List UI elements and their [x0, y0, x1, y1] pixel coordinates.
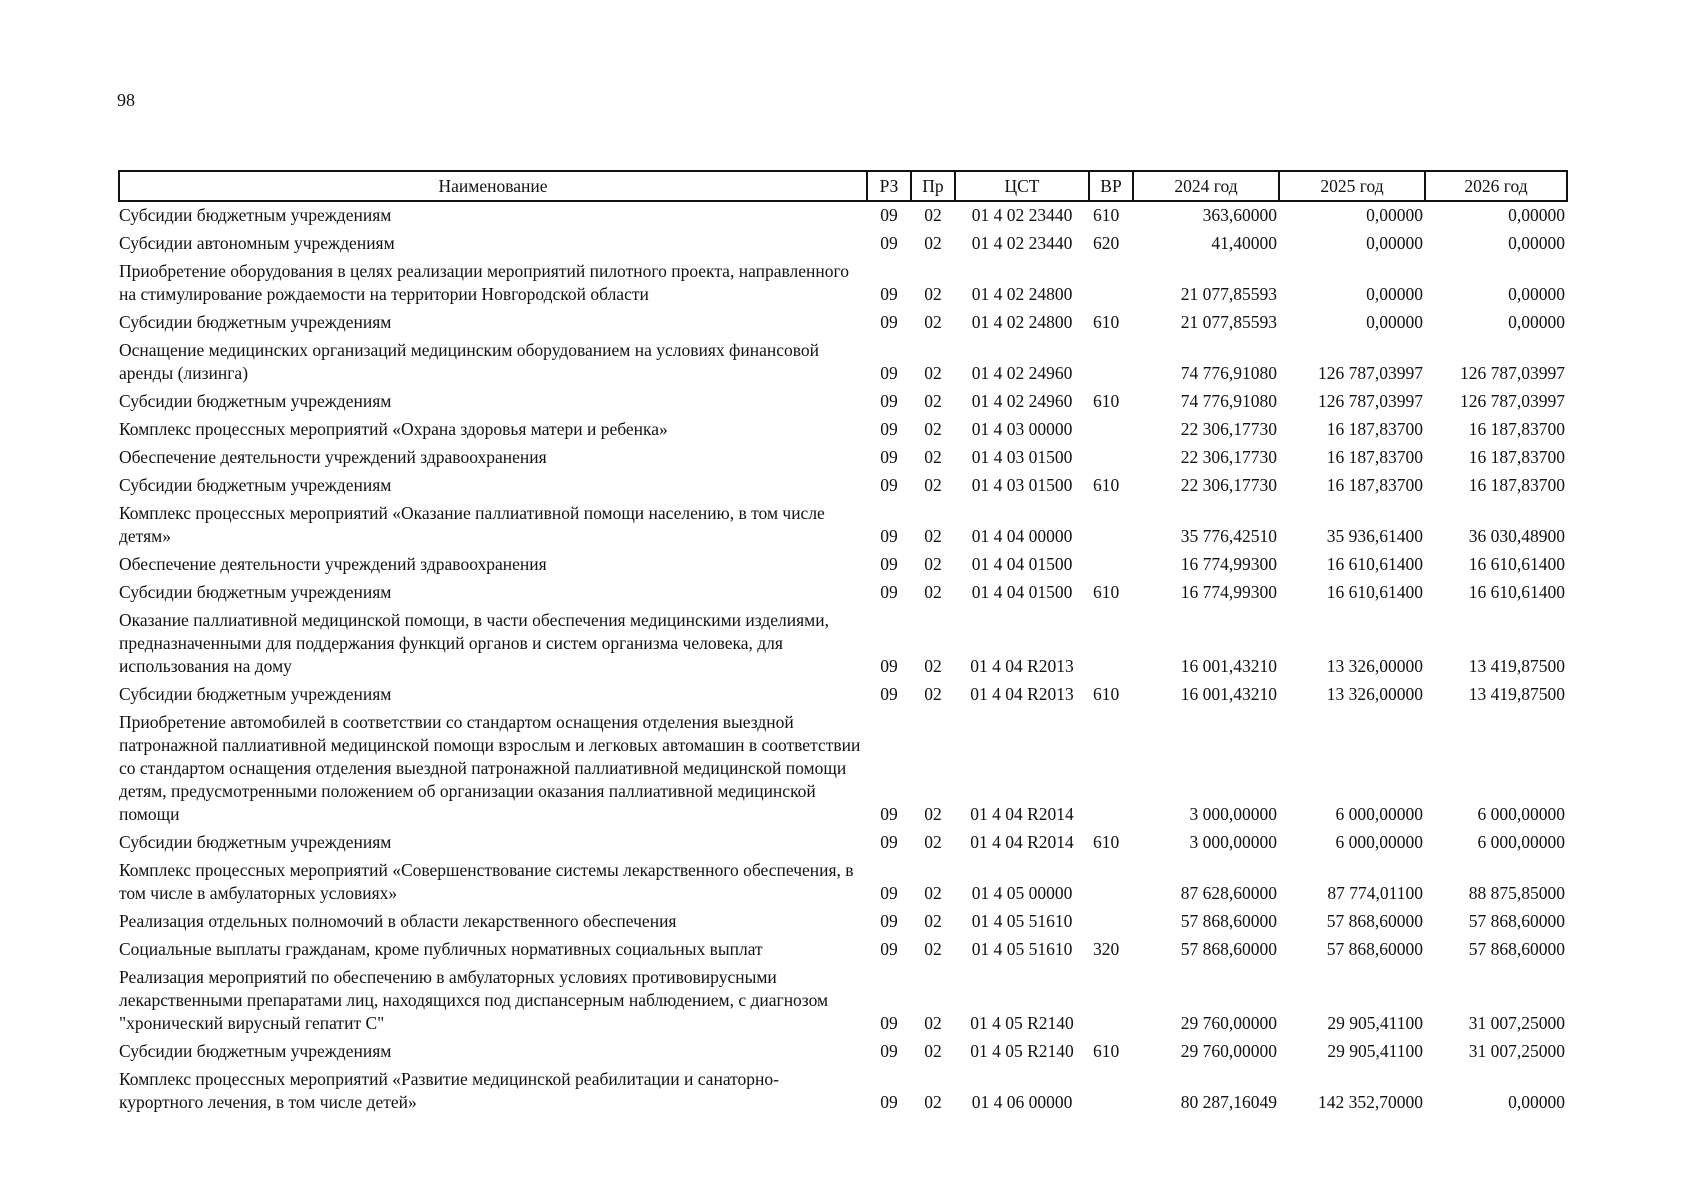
table-row [119, 472, 1567, 500]
row-cst: 01 4 05 R2140 [970, 1041, 1074, 1061]
row-name: Обеспечение деятельности учреждений здравоохранения [119, 447, 547, 467]
row-cst: 01 4 02 24960 [971, 363, 1073, 383]
row-rz: 09 [880, 284, 898, 304]
row-value-2024: 74 776,91080 [1180, 363, 1277, 383]
row-cst: 01 4 04 R2013 [970, 656, 1074, 676]
table-row [119, 500, 1567, 551]
row-pr: 02 [924, 205, 942, 225]
row-value-2024: 74 776,91080 [1180, 391, 1277, 411]
row-value-2025: 0,00000 [1366, 233, 1423, 253]
row-name: Субсидии бюджетным учреждениям [119, 832, 392, 852]
row-name: Реализация отдельных полномочий в области лекарственного обеспечения [119, 911, 677, 931]
row-rz: 09 [880, 684, 898, 704]
row-pr: 02 [924, 832, 942, 852]
row-cst: 01 4 04 R2013 [970, 684, 1074, 704]
row-pr: 02 [924, 284, 942, 304]
row-name: Субсидии бюджетным учреждениям [119, 475, 392, 495]
row-value-2026: 31 007,25000 [1468, 1013, 1565, 1033]
row-value-2026: 126 787,03997 [1460, 363, 1565, 383]
row-value-2024: 22 306,17730 [1180, 475, 1277, 495]
header-2025: 2025 год [1279, 171, 1425, 201]
row-rz: 09 [880, 656, 898, 676]
row-vr [1089, 857, 1133, 908]
table-row [119, 388, 1567, 416]
row-cst: 01 4 03 01500 [971, 475, 1073, 495]
row-pr: 02 [924, 475, 942, 495]
row-rz: 09 [880, 419, 898, 439]
row-rz: 09 [880, 911, 898, 931]
budget-table [118, 170, 1568, 1117]
row-rz: 09 [880, 233, 898, 253]
row-value-2026: 16 187,83700 [1468, 419, 1565, 439]
row-pr: 02 [924, 363, 942, 383]
row-vr: 610 [1093, 391, 1120, 411]
table-row [119, 681, 1567, 709]
row-cst: 01 4 05 R2140 [970, 1013, 1074, 1033]
row-vr [1089, 607, 1133, 681]
row-pr: 02 [924, 447, 942, 467]
row-name: Субсидии бюджетным учреждениям [119, 582, 392, 602]
table-row [119, 201, 1567, 230]
row-rz: 09 [880, 526, 898, 546]
row-value-2026: 88 875,85000 [1468, 883, 1565, 903]
row-cst: 01 4 02 24800 [971, 284, 1073, 304]
row-value-2025: 126 787,03997 [1318, 391, 1423, 411]
table-row [119, 309, 1567, 337]
row-value-2026: 13 419,87500 [1468, 684, 1565, 704]
table-row [119, 444, 1567, 472]
row-name: Обеспечение деятельности учреждений здравоохранения [119, 554, 547, 574]
row-value-2025: 16 610,61400 [1326, 554, 1423, 574]
row-cst: 01 4 02 24800 [971, 312, 1073, 332]
table-header [119, 171, 1567, 201]
row-rz: 09 [880, 312, 898, 332]
row-name: Субсидии бюджетным учреждениям [119, 391, 392, 411]
table-row [119, 709, 1567, 829]
row-value-2024: 363,60000 [1202, 205, 1277, 225]
row-pr: 02 [924, 419, 942, 439]
row-value-2026: 16 610,61400 [1468, 554, 1565, 574]
row-vr [1089, 444, 1133, 472]
row-rz: 09 [880, 447, 898, 467]
table-row [119, 607, 1567, 681]
row-value-2026: 0,00000 [1508, 233, 1565, 253]
row-vr: 610 [1093, 205, 1120, 225]
row-value-2024: 21 077,85593 [1180, 312, 1277, 332]
row-rz: 09 [880, 1092, 898, 1112]
row-name: Комплекс процессных мероприятий «Оказание паллиативной помощи населению, в том числе детям» [119, 503, 825, 546]
row-cst: 01 4 02 23440 [971, 205, 1073, 225]
row-name: Субсидии бюджетным учреждениям [119, 205, 392, 225]
row-name: Субсидии бюджетным учреждениям [119, 1041, 392, 1061]
table-row [119, 1066, 1567, 1117]
row-pr: 02 [924, 883, 942, 903]
row-vr: 610 [1093, 684, 1120, 704]
row-vr: 320 [1093, 939, 1120, 959]
row-cst: 01 4 02 23440 [971, 233, 1073, 253]
row-value-2025: 0,00000 [1366, 312, 1423, 332]
row-value-2024: 57 868,60000 [1180, 911, 1277, 931]
row-pr: 02 [924, 554, 942, 574]
row-value-2026: 0,00000 [1508, 284, 1565, 304]
row-cst: 01 4 05 51610 [971, 911, 1073, 931]
row-vr [1089, 709, 1133, 829]
row-value-2025: 16 610,61400 [1326, 582, 1423, 602]
row-value-2024: 87 628,60000 [1180, 883, 1277, 903]
row-value-2025: 16 187,83700 [1326, 419, 1423, 439]
table-row [119, 551, 1567, 579]
row-value-2024: 3 000,00000 [1189, 832, 1277, 852]
row-value-2024: 16 774,99300 [1180, 554, 1277, 574]
row-rz: 09 [880, 939, 898, 959]
row-value-2024: 41,40000 [1211, 233, 1277, 253]
row-name: Субсидии бюджетным учреждениям [119, 312, 392, 332]
row-name: Комплекс процессных мероприятий «Совершенствование системы лекарственного обеспечения, в том числе в амбулаторных условиях» [119, 860, 854, 903]
row-value-2025: 29 905,41100 [1327, 1041, 1423, 1061]
row-vr [1089, 337, 1133, 388]
row-vr: 610 [1093, 475, 1120, 495]
row-name: Субсидии автономным учреждениям [119, 233, 395, 253]
row-vr: 610 [1093, 1041, 1120, 1061]
row-value-2026: 6 000,00000 [1477, 804, 1565, 824]
row-cst: 01 4 04 R2014 [970, 832, 1074, 852]
header-rz: РЗ [867, 171, 911, 201]
table-row [119, 337, 1567, 388]
row-cst: 01 4 05 51610 [971, 939, 1073, 959]
row-pr: 02 [924, 526, 942, 546]
row-rz: 09 [880, 475, 898, 495]
row-rz: 09 [880, 1013, 898, 1033]
table-row [119, 829, 1567, 857]
row-value-2026: 6 000,00000 [1477, 832, 1565, 852]
table-row [119, 908, 1567, 936]
header-vr: ВР [1089, 171, 1133, 201]
row-cst: 01 4 05 00000 [971, 883, 1073, 903]
row-cst: 01 4 04 01500 [971, 582, 1073, 602]
row-name: Приобретение автомобилей в соответствии со стандартом оснащения отделения выездной патронажной паллиативной медицинской помощи взрослым и легковых автомашин в соответствии со стандартом оснащения отделения выездной патронажной паллиативной медицинской помощи детям, предусмотренными положением об организации оказания паллиативной медицинской помощи [119, 712, 861, 824]
row-value-2026: 57 868,60000 [1468, 939, 1565, 959]
row-value-2026: 57 868,60000 [1468, 911, 1565, 931]
row-value-2025: 0,00000 [1366, 205, 1423, 225]
header-2026: 2026 год [1425, 171, 1567, 201]
row-value-2026: 16 187,83700 [1468, 447, 1565, 467]
row-pr: 02 [924, 391, 942, 411]
row-name: Оказание паллиативной медицинской помощи, в части обеспечения медицинскими изделиями, предназначенными для поддержания функций органов и систем организма человека, для использования на дому [119, 610, 829, 676]
row-name: Социальные выплаты гражданам, кроме публичных нормативных социальных выплат [119, 939, 763, 959]
table-row [119, 230, 1567, 258]
row-value-2024: 22 306,17730 [1180, 447, 1277, 467]
row-value-2025: 35 936,61400 [1326, 526, 1423, 546]
row-value-2025: 57 868,60000 [1326, 939, 1423, 959]
table-row [119, 258, 1567, 309]
table-row [119, 579, 1567, 607]
row-value-2026: 0,00000 [1508, 205, 1565, 225]
row-cst: 01 4 04 01500 [971, 554, 1073, 574]
row-name: Оснащение медицинских организаций медицинским оборудованием на условиях финансовой аренды (лизинга) [119, 340, 820, 383]
row-value-2026: 0,00000 [1508, 312, 1565, 332]
row-value-2025: 6 000,00000 [1335, 832, 1423, 852]
row-vr: 610 [1093, 312, 1120, 332]
row-rz: 09 [880, 582, 898, 602]
row-cst: 01 4 06 00000 [971, 1092, 1073, 1112]
header-name: Наименование [119, 171, 867, 201]
row-pr: 02 [924, 233, 942, 253]
row-value-2026: 13 419,87500 [1468, 656, 1565, 676]
row-pr: 02 [924, 684, 942, 704]
row-rz: 09 [880, 363, 898, 383]
header-cst: ЦСТ [955, 171, 1089, 201]
row-value-2026: 16 610,61400 [1468, 582, 1565, 602]
table-row [119, 857, 1567, 908]
row-value-2024: 21 077,85593 [1180, 284, 1277, 304]
table-body [119, 201, 1567, 1117]
row-value-2025: 13 326,00000 [1326, 684, 1423, 704]
row-vr [1089, 258, 1133, 309]
row-value-2025: 16 187,83700 [1326, 447, 1423, 467]
row-value-2024: 16 001,43210 [1180, 684, 1277, 704]
row-value-2024: 16 774,99300 [1180, 582, 1277, 602]
row-vr [1089, 551, 1133, 579]
row-value-2024: 80 287,16049 [1180, 1092, 1277, 1112]
row-pr: 02 [924, 656, 942, 676]
row-cst: 01 4 04 00000 [971, 526, 1073, 546]
row-value-2024: 16 001,43210 [1180, 656, 1277, 676]
row-value-2025: 0,00000 [1366, 284, 1423, 304]
table-row [119, 416, 1567, 444]
row-value-2026: 36 030,48900 [1468, 526, 1565, 546]
header-pr: Пр [911, 171, 955, 201]
row-pr: 02 [924, 582, 942, 602]
row-cst: 01 4 02 24960 [971, 391, 1073, 411]
row-pr: 02 [924, 1013, 942, 1033]
row-vr [1089, 908, 1133, 936]
row-value-2025: 126 787,03997 [1318, 363, 1423, 383]
row-rz: 09 [880, 554, 898, 574]
row-value-2024: 35 776,42510 [1180, 526, 1277, 546]
row-pr: 02 [924, 312, 942, 332]
row-value-2026: 0,00000 [1508, 1092, 1565, 1112]
row-value-2024: 29 760,00000 [1180, 1041, 1277, 1061]
row-cst: 01 4 03 00000 [971, 419, 1073, 439]
table-row [119, 936, 1567, 964]
row-name: Субсидии бюджетным учреждениям [119, 684, 392, 704]
row-name: Комплекс процессных мероприятий «Развитие медицинской реабилитации и санаторно-курортного лечения, в том числе детей» [119, 1069, 779, 1112]
row-pr: 02 [924, 804, 942, 824]
row-value-2026: 31 007,25000 [1468, 1041, 1565, 1061]
row-value-2025: 13 326,00000 [1326, 656, 1423, 676]
row-rz: 09 [880, 804, 898, 824]
row-value-2025: 142 352,70000 [1318, 1092, 1423, 1112]
table-row [119, 964, 1567, 1038]
row-value-2024: 3 000,00000 [1189, 804, 1277, 824]
row-vr: 610 [1093, 582, 1120, 602]
row-vr: 610 [1093, 832, 1120, 852]
row-value-2025: 16 187,83700 [1326, 475, 1423, 495]
row-value-2026: 16 187,83700 [1468, 475, 1565, 495]
row-rz: 09 [880, 883, 898, 903]
row-value-2025: 29 905,41100 [1327, 1013, 1423, 1033]
row-name: Приобретение оборудования в целях реализации мероприятий пилотного проекта, направленного на стимулирование рождаемости на территории Новгородской области [119, 261, 849, 304]
row-value-2024: 57 868,60000 [1180, 939, 1277, 959]
row-vr [1089, 1066, 1133, 1117]
row-vr [1089, 416, 1133, 444]
row-value-2025: 87 774,01100 [1327, 883, 1423, 903]
row-rz: 09 [880, 205, 898, 225]
row-value-2024: 22 306,17730 [1180, 419, 1277, 439]
row-cst: 01 4 03 01500 [971, 447, 1073, 467]
row-name: Комплекс процессных мероприятий «Охрана здоровья матери и ребенка» [119, 419, 668, 439]
row-name: Реализация мероприятий по обеспечению в амбулаторных условиях противовирусными лекарственными препаратами лиц, находящихся под диспансерным наблюдением, с диагнозом "хронический вирусный гепатит С" [119, 967, 829, 1033]
row-value-2024: 29 760,00000 [1180, 1013, 1277, 1033]
row-pr: 02 [924, 939, 942, 959]
row-value-2026: 126 787,03997 [1460, 391, 1565, 411]
row-pr: 02 [924, 1041, 942, 1061]
row-cst: 01 4 04 R2014 [970, 804, 1074, 824]
row-rz: 09 [880, 832, 898, 852]
row-rz: 09 [880, 391, 898, 411]
row-vr [1089, 964, 1133, 1038]
header-2024: 2024 год [1133, 171, 1279, 201]
page-number: 98 [117, 90, 135, 110]
row-value-2025: 57 868,60000 [1326, 911, 1423, 931]
row-rz: 09 [880, 1041, 898, 1061]
row-vr [1089, 500, 1133, 551]
row-pr: 02 [924, 1092, 942, 1112]
row-pr: 02 [924, 911, 942, 931]
row-value-2025: 6 000,00000 [1335, 804, 1423, 824]
table-row [119, 1038, 1567, 1066]
row-vr: 620 [1093, 233, 1120, 253]
